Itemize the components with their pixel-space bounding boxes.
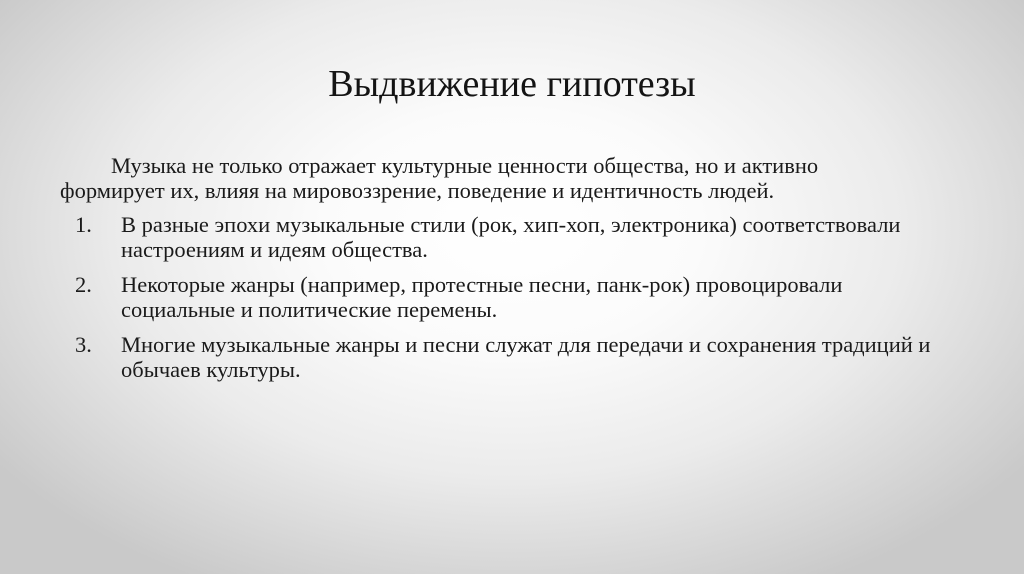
list-item (60, 272, 990, 322)
list-item-number: 1. (75, 212, 92, 237)
list-item (60, 332, 990, 382)
list-item-number: 2. (75, 272, 92, 297)
hypothesis-list (60, 212, 990, 382)
intro-paragraph: Музыка не только отражает культурные ценности общества, но и активно формирует их, влияя на мировоззрение, поведение и идентичность людей. (60, 153, 819, 203)
list-item-text: Многие музыкальные жанры и песни служат для передачи и сохранения традиций и обычаев культуры. (121, 332, 931, 382)
list-item (60, 212, 990, 262)
slide-body (60, 153, 990, 392)
list-item-text: В разные эпохи музыкальные стили (рок, хип-хоп, электроника) соответствовали настроениям и идеям общества. (121, 212, 901, 262)
list-item-number: 3. (75, 332, 92, 357)
slide-title: Выдвижение гипотезы (328, 63, 696, 105)
list-item-text: Некоторые жанры (например, протестные песни, панк-рок) провоцировали социальные и политические перемены. (121, 272, 843, 322)
